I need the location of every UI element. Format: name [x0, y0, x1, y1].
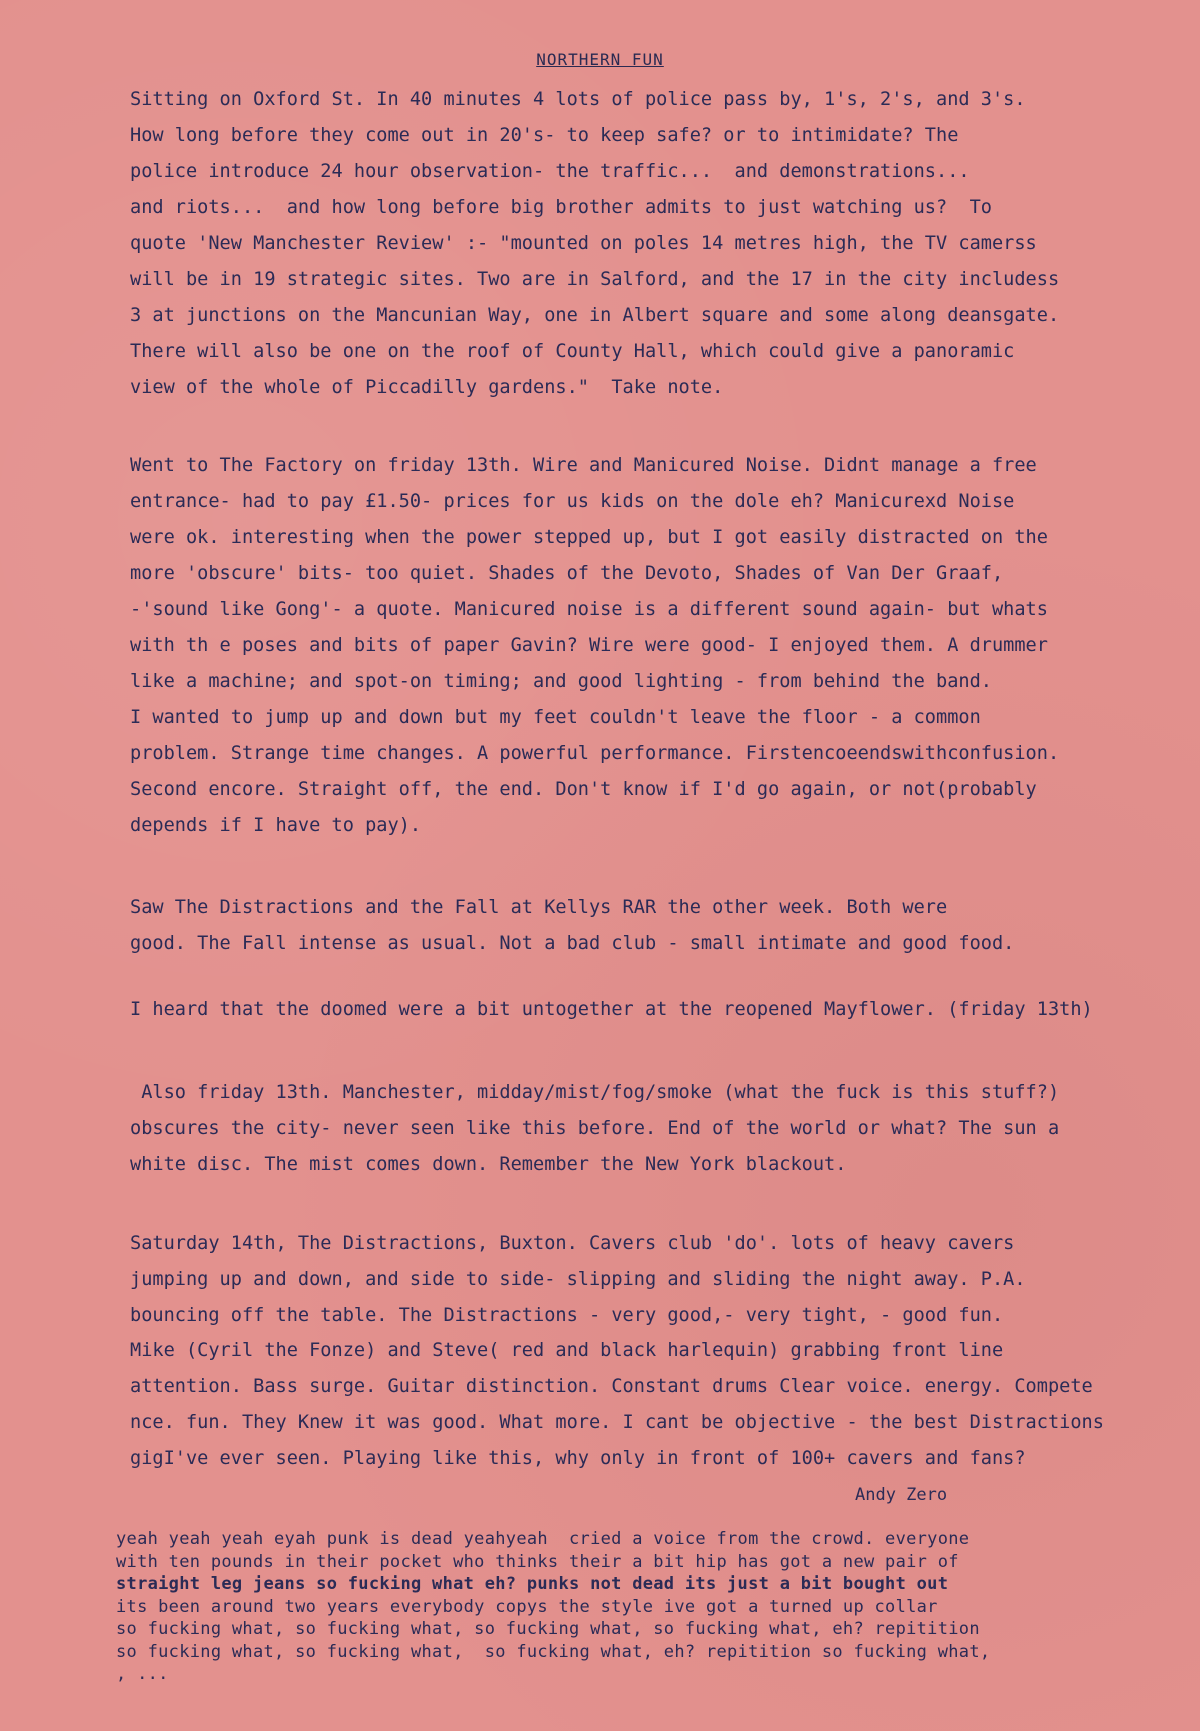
text-line: depends if I have to pay).	[130, 815, 422, 836]
text-line: will be in 19 strategic sites. Two are in Salford, and the 17 in the city includess	[130, 269, 1060, 290]
paragraph-police-cameras	[130, 82, 1059, 406]
text-line: Second encore. Straight off, the end. Don't know if I'd go again, or not(probably	[130, 779, 1037, 800]
paragraph-factory-review	[130, 448, 1059, 844]
text-line: quote 'New Manchester Review' :- "mounted on poles 14 metres high, the TV camerss	[130, 233, 1037, 254]
text-line: nce. fun. They Knew it was good. What more. I cant be objective - the best Distractions	[130, 1411, 1104, 1433]
text-line: good. The Fall intense as usual. Not a bad club - small intimate and good food.	[130, 933, 1015, 954]
text-line: attention. Bass surge. Guitar distinction. Constant drums Clear voice. energy. Compete	[130, 1376, 1093, 1398]
poem-line: its been around two years everybody copys the style ive got a turned up collar	[116, 1596, 938, 1617]
punk-poem	[116, 1528, 990, 1686]
text-line: entrance- had to pay £1.50- prices for us kids on the dole eh? Manicurexd Noise	[130, 491, 1015, 512]
poem-line: straight leg jeans so fucking what eh? punks not dead its just a bit bought out	[116, 1574, 949, 1594]
paragraph-kellys	[130, 890, 1014, 962]
text-line: jumping up and down, and side to side- slipping and sliding the night away. P.A.	[130, 1268, 1026, 1290]
text-line: problem. Strange time changes. A powerful performance. Firstencoeendswithconfusion.	[130, 743, 1060, 764]
paragraph-buxton	[130, 1226, 1104, 1477]
text-line: obscures the city- never seen like this before. End of the world or what? The sun a	[130, 1118, 1060, 1139]
text-line: gigI've ever seen. Playing like this, why only in front of 100+ cavers and fans?	[130, 1447, 1026, 1469]
text-line: and riots... and how long before big brother admits to just watching us? To	[130, 197, 992, 218]
poem-line: yeah yeah yeah eyah punk is dead yeahyeah cried a voice from the crowd. everyone	[116, 1529, 970, 1549]
text-line: more 'obscure' bits- too quiet. Shades of the Devoto, Shades of Van Der Graaf,	[130, 563, 1004, 584]
text-line: Sitting on Oxford St. In 40 minutes 4 lots of police pass by, 1's, 2's, and 3's.	[130, 89, 1026, 110]
paragraph-mayflower	[130, 992, 1093, 1028]
text-line: Also friday 13th. Manchester, midday/mist/fog/smoke (what the fuck is this stuff?)	[130, 1082, 1060, 1103]
text-line: white disc. The mist comes down. Remember the New York blackout.	[130, 1154, 847, 1175]
text-line: I wanted to jump up and down but my feet couldn't leave the floor - a common	[130, 707, 981, 728]
text-line: like a machine; and spot-on timing; and good lighting - from behind the band.	[130, 671, 992, 692]
text-line: -'sound like Gong'- a quote. Manicured noise is a different sound again- but whats	[130, 599, 1048, 620]
text-line: view of the whole of Piccadilly gardens." Take note.	[130, 377, 724, 398]
text-line: bouncing off the table. The Distractions - very good,- very tight, - good fun.	[130, 1304, 1004, 1326]
poem-line: , ...	[116, 1664, 169, 1684]
text-line: Saturday 14th, The Distractions, Buxton. Cavers club 'do'. lots of heavy cavers	[130, 1233, 1015, 1254]
poem-line: with ten pounds in their pocket who thinks their a bit hip has got a new pair of	[116, 1551, 959, 1572]
author-signature: Andy Zero	[855, 1485, 948, 1505]
text-line: police introduce 24 hour observation- the traffic... and demonstrations...	[130, 161, 970, 182]
text-line: with th e poses and bits of paper Gavin? Wire were good- I enjoyed them. A drummer	[130, 635, 1048, 656]
paragraph-fog	[130, 1075, 1059, 1183]
text-line: Saw The Distractions and the Fall at Kellys RAR the other week. Both were	[130, 897, 948, 918]
text-line: Went to The Factory on friday 13th. Wire and Manicured Noise. Didnt manage a free	[130, 455, 1037, 476]
text-line: 3 at junctions on the Mancunian Way, one in Albert square and some along deansgate.	[130, 305, 1060, 326]
text-line: How long before they come out in 20's- to keep safe? or to intimidate? The	[130, 125, 959, 146]
text-line: There will also be one on the roof of County Hall, which could give a panoramic	[130, 341, 1015, 362]
text-line: Mike (Cyril the Fonze) and Steve( red and black harlequin) grabbing front line	[130, 1340, 1004, 1362]
poem-line: so fucking what, so fucking what, so fucking what, so fucking what, eh? repitition	[116, 1619, 980, 1639]
text-line: were ok. interesting when the power stepped up, but I got easily distracted on the	[130, 527, 1048, 548]
text-line: I heard that the doomed were a bit untogether at the reopened Mayflower. (friday 13th)	[130, 999, 1093, 1020]
poem-line: so fucking what, so fucking what, so fucking what, eh? repitition so fucking what,	[116, 1641, 991, 1662]
page-title: NORTHERN FUN	[536, 50, 664, 69]
